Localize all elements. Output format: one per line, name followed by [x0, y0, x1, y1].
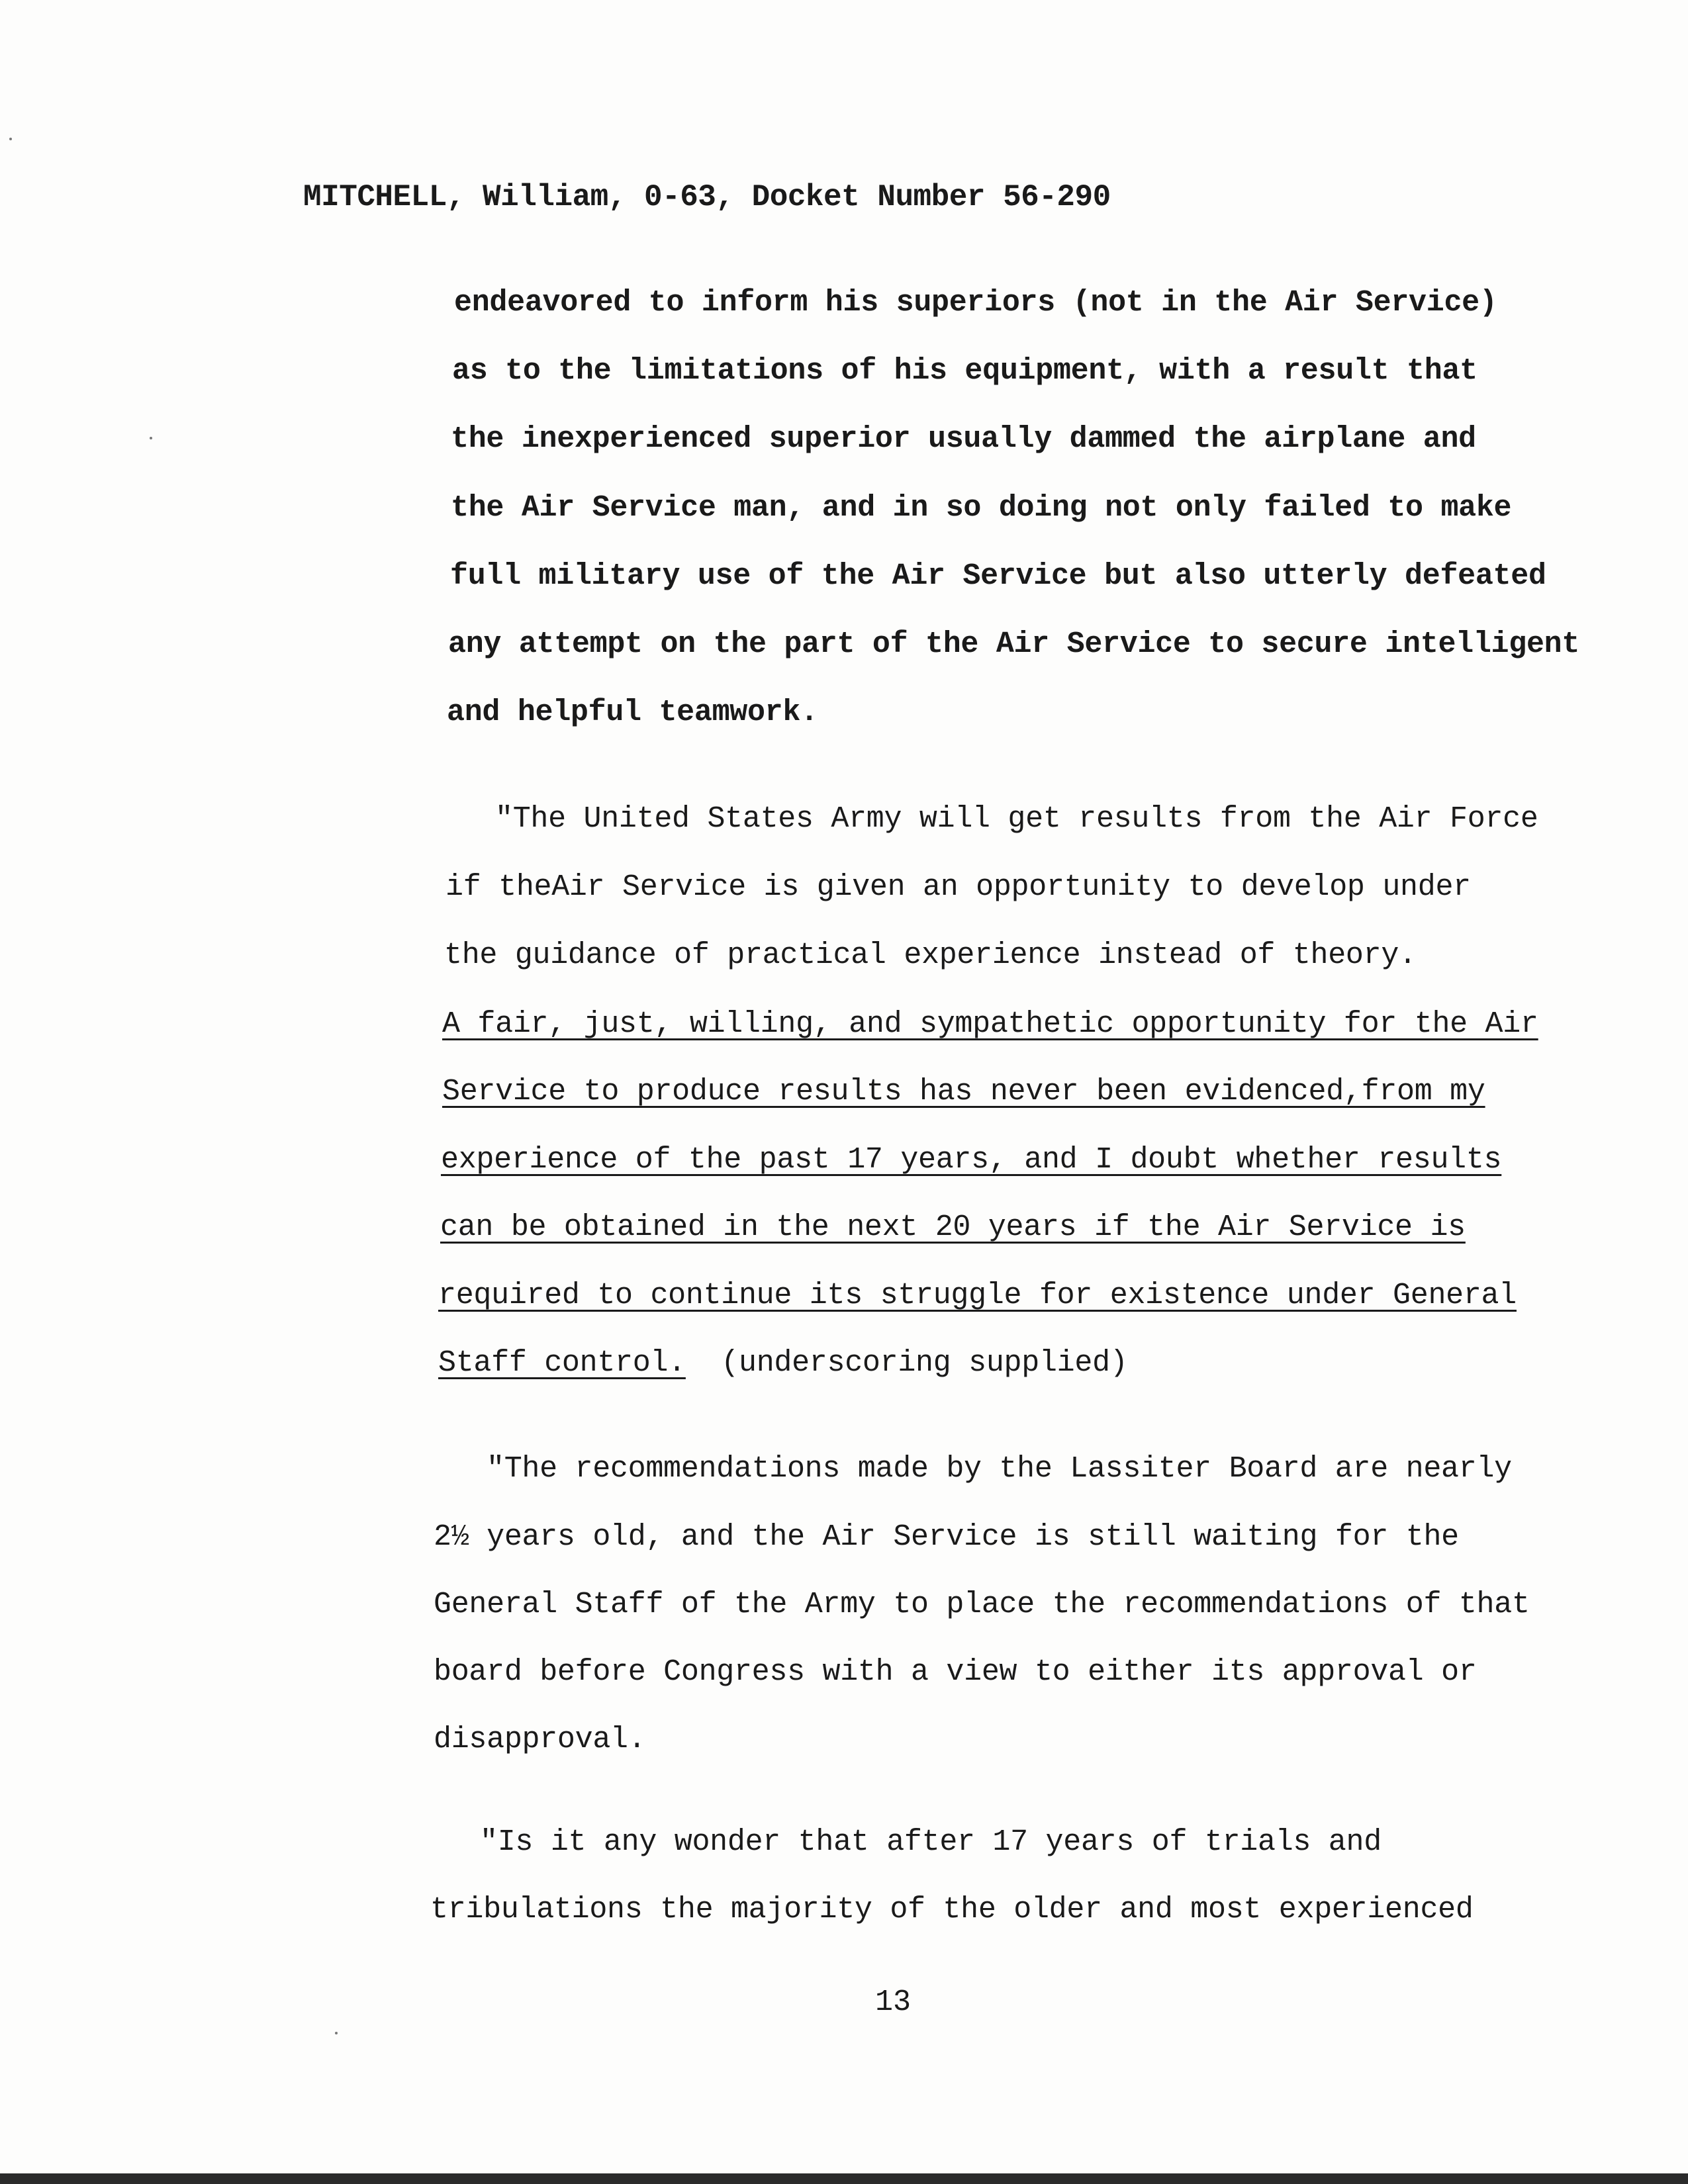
underlined-line: experience of the past 17 years, and I doubt whether results: [441, 1143, 1502, 1177]
page-number: 13: [875, 1985, 912, 2019]
underscoring-note: (underscoring supplied): [685, 1346, 1128, 1380]
text-line: the guidance of practical experience instead of theory.: [444, 938, 1417, 972]
scan-speck: [150, 437, 152, 439]
text-line: disapproval.: [434, 1723, 646, 1756]
underlined-line: can be obtained in the next 20 years if the Air Service is: [440, 1210, 1466, 1244]
text-line: endeavored to inform his superiors (not in the Air Service): [454, 286, 1497, 320]
text-line: full military use of the Air Service but also utterly defeated: [450, 559, 1546, 593]
text-line: "Is it any wonder that after 17 years of trials and: [480, 1825, 1382, 1859]
text-line: 2½ years old, and the Air Service is still waiting for the: [434, 1520, 1459, 1554]
text-line: tribulations the majority of the older and most experienced: [430, 1893, 1474, 1927]
underlined-line: Service to produce results has never been evidenced,from my: [442, 1075, 1485, 1109]
underlined-line: A fair, just, willing, and sympathetic opportunity for the Air: [442, 1007, 1538, 1041]
text-line: if theAir Service is given an opportunity to develop under: [445, 870, 1471, 904]
underlined-phrase: Staff control.: [438, 1346, 686, 1380]
underlined-line: required to continue its struggle for existence under General: [438, 1279, 1517, 1312]
scan-speck: [335, 2032, 338, 2034]
docket-header: MITCHELL, William, 0-63, Docket Number 56-290: [303, 180, 1111, 214]
text-line: [438, 1346, 1128, 1380]
text-line: the inexperienced superior usually dammed the airplane and: [451, 422, 1476, 456]
text-line: any attempt on the part of the Air Service to secure intelligent: [448, 627, 1580, 661]
text-line: "The United States Army will get results from the Air Force: [495, 802, 1538, 836]
text-line: "The recommendations made by the Lassiter Board are nearly: [487, 1452, 1512, 1486]
text-line: General Staff of the Army to place the recommendations of that: [434, 1588, 1530, 1621]
scan-speck: [9, 138, 12, 140]
scan-bottom-edge: [0, 2173, 1688, 2184]
text-line: the Air Service man, and in so doing not only failed to make: [451, 491, 1512, 525]
text-line: and helpful teamwork.: [447, 696, 818, 729]
text-line: board before Congress with a view to either its approval or: [434, 1655, 1477, 1689]
text-line: as to the limitations of his equipment, with a result that: [452, 354, 1477, 388]
